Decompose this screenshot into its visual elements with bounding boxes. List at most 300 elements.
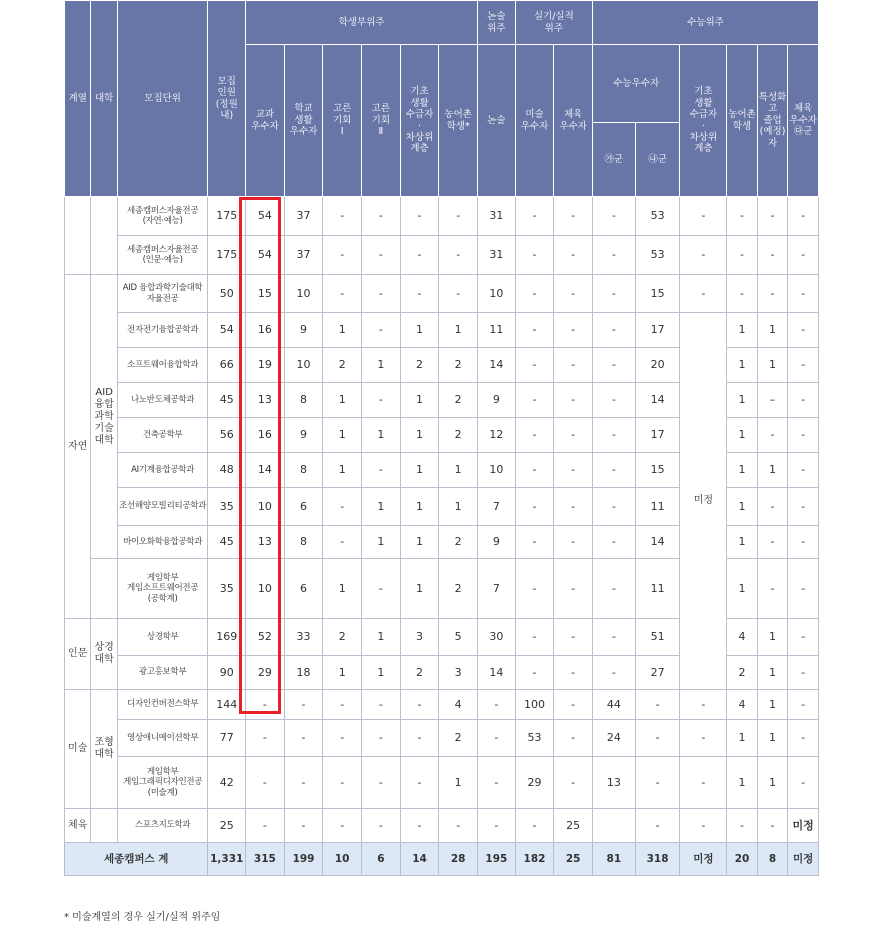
footnote: * 미술계열의 경우 실기/실적 위주임 — [64, 912, 221, 923]
total-cell: 8 — [757, 843, 788, 876]
table-row — [65, 757, 819, 809]
data-cell: - — [400, 236, 439, 275]
data-cell: - — [400, 720, 439, 757]
data-cell: 54 — [246, 236, 285, 275]
header-csat-group: 수능우수자 — [593, 45, 680, 123]
data-cell: - — [680, 720, 727, 757]
data-cell: 7 — [478, 488, 516, 526]
data-cell: - — [757, 559, 788, 619]
total-cell: 14 — [400, 843, 439, 876]
data-cell: - — [757, 197, 788, 236]
data-cell: 31 — [478, 236, 516, 275]
data-cell: 1 — [400, 526, 439, 559]
data-cell: - — [515, 236, 554, 275]
unit-name: 조선해양모빌리티공학과 — [117, 488, 208, 526]
data-cell: - — [554, 619, 593, 656]
data-cell: - — [554, 453, 593, 488]
total-cell: 195 — [478, 843, 516, 876]
header-gyeyeol: 계열 — [65, 1, 91, 197]
daehak-cell — [91, 197, 117, 275]
data-cell: - — [515, 383, 554, 418]
data-cell: 52 — [246, 619, 285, 656]
data-cell: - — [635, 690, 680, 720]
data-cell: 2 — [439, 348, 478, 383]
data-cell: 11 — [635, 559, 680, 619]
data-cell: 3 — [439, 656, 478, 690]
data-cell: - — [757, 809, 788, 843]
data-cell: - — [515, 197, 554, 236]
header-art: 미술 우수자 — [515, 45, 554, 197]
data-cell: - — [788, 690, 819, 720]
data-cell: - — [362, 453, 401, 488]
data-cell: - — [284, 690, 323, 720]
data-cell: 1 — [727, 488, 758, 526]
data-cell: - — [246, 690, 285, 720]
data-cell: - — [554, 526, 593, 559]
data-cell: - — [554, 757, 593, 809]
data-cell: - — [727, 809, 758, 843]
data-cell: 1 — [323, 559, 362, 619]
data-cell: - — [439, 236, 478, 275]
data-cell: 10 — [284, 275, 323, 313]
data-cell: - — [439, 197, 478, 236]
data-cell: 24 — [593, 720, 636, 757]
data-cell: 1 — [727, 313, 758, 348]
data-cell: 50 — [208, 275, 246, 313]
data-cell: - — [362, 757, 401, 809]
data-cell: 4 — [727, 690, 758, 720]
data-cell: 53 — [515, 720, 554, 757]
data-cell: 15 — [635, 453, 680, 488]
data-cell: - — [788, 197, 819, 236]
header-basic-csat: 기초 생활 수급자 · 차상위 계층 — [680, 45, 727, 197]
mijeong-merged: 미정 — [680, 313, 727, 690]
data-cell: - — [593, 559, 636, 619]
data-cell: 37 — [284, 236, 323, 275]
data-cell: 45 — [208, 526, 246, 559]
data-cell: - — [323, 720, 362, 757]
data-cell: - — [635, 809, 680, 843]
data-cell: 144 — [208, 690, 246, 720]
data-cell: - — [593, 418, 636, 453]
data-cell: - — [515, 809, 554, 843]
data-cell: 3 — [400, 619, 439, 656]
data-cell: 1 — [727, 383, 758, 418]
data-cell: 30 — [478, 619, 516, 656]
header-group-school-record: 학생부위주 — [246, 1, 478, 45]
data-cell: 1 — [757, 348, 788, 383]
data-cell: - — [246, 757, 285, 809]
data-cell: - — [554, 275, 593, 313]
data-cell: 9 — [478, 383, 516, 418]
daehak-cell: AID 융합 과학 기술 대학 — [91, 275, 117, 559]
data-cell: 54 — [208, 313, 246, 348]
data-cell: 1 — [757, 757, 788, 809]
data-cell: 11 — [635, 488, 680, 526]
header-group-practical: 실기/실적 위주 — [515, 1, 592, 45]
data-cell: - — [593, 383, 636, 418]
data-cell: - — [362, 275, 401, 313]
table-row — [65, 690, 819, 720]
data-cell: - — [757, 526, 788, 559]
header-special-hs: 특성화 고 졸업 (예정) 자 — [757, 45, 788, 197]
data-cell: - — [554, 690, 593, 720]
data-cell: - — [400, 197, 439, 236]
data-cell: 175 — [208, 236, 246, 275]
data-cell: - — [362, 313, 401, 348]
data-cell: - — [593, 488, 636, 526]
data-cell: - — [788, 619, 819, 656]
data-cell: - — [323, 757, 362, 809]
unit-name: 건축공학부 — [117, 418, 208, 453]
data-cell: 4 — [727, 619, 758, 656]
data-cell: 1 — [757, 656, 788, 690]
data-cell: 1 — [727, 720, 758, 757]
data-cell: 8 — [284, 453, 323, 488]
data-cell: 1 — [362, 348, 401, 383]
data-cell: - — [788, 488, 819, 526]
data-cell: 1 — [727, 757, 758, 809]
data-cell: - — [680, 236, 727, 275]
data-cell: - — [362, 690, 401, 720]
data-cell: 42 — [208, 757, 246, 809]
data-cell: - — [515, 656, 554, 690]
data-cell: 1 — [400, 383, 439, 418]
data-cell: 10 — [478, 453, 516, 488]
data-cell: 44 — [593, 690, 636, 720]
data-cell: 77 — [208, 720, 246, 757]
data-cell: 5 — [439, 619, 478, 656]
data-cell: 1 — [727, 526, 758, 559]
data-cell: - — [554, 348, 593, 383]
data-cell: 14 — [246, 453, 285, 488]
data-cell: 33 — [284, 619, 323, 656]
header-equal-2: 고른 기회 Ⅱ — [362, 45, 401, 197]
data-cell: - — [323, 690, 362, 720]
data-cell: 6 — [284, 559, 323, 619]
unit-name: 바이오화학융합공학과 — [117, 526, 208, 559]
data-cell: 1 — [727, 348, 758, 383]
data-cell: 14 — [635, 526, 680, 559]
data-cell: - — [593, 275, 636, 313]
unit-name: 세종캠퍼스자율전공 (인문·예능) — [117, 236, 208, 275]
data-cell: - — [727, 236, 758, 275]
data-cell: 2 — [439, 418, 478, 453]
data-cell: 19 — [246, 348, 285, 383]
data-cell: 1 — [439, 313, 478, 348]
data-cell: - — [362, 383, 401, 418]
total-cell: 25 — [554, 843, 593, 876]
data-cell: 13 — [593, 757, 636, 809]
data-cell: - — [788, 656, 819, 690]
data-cell: 1 — [727, 453, 758, 488]
daehak-cell — [91, 559, 117, 619]
data-cell: - — [680, 197, 727, 236]
data-cell: 10 — [246, 559, 285, 619]
table-row — [65, 197, 819, 236]
data-cell: - — [478, 809, 516, 843]
data-cell: 37 — [284, 197, 323, 236]
data-cell: - — [323, 197, 362, 236]
table-row — [65, 720, 819, 757]
data-cell: - — [323, 236, 362, 275]
data-cell: - — [478, 757, 516, 809]
total-cell: 6 — [362, 843, 401, 876]
unit-name: 게임학부 게임소프트웨어전공 (공학계) — [117, 559, 208, 619]
data-cell: 1 — [362, 488, 401, 526]
data-cell — [593, 809, 636, 843]
header-school-life: 학교 생활 우수자 — [284, 45, 323, 197]
data-cell: - — [788, 757, 819, 809]
total-cell: 81 — [593, 843, 636, 876]
data-cell: - — [554, 559, 593, 619]
data-cell: 53 — [635, 236, 680, 275]
data-cell: 1 — [362, 619, 401, 656]
data-cell: - — [362, 720, 401, 757]
table-body — [65, 197, 819, 876]
data-cell: - — [593, 453, 636, 488]
data-cell: - — [554, 488, 593, 526]
data-cell: - — [757, 236, 788, 275]
data-cell: 2 — [400, 348, 439, 383]
header-mojip-danwi: 모집단위 — [117, 1, 208, 197]
gyeyeol-cell — [65, 197, 91, 275]
data-cell: 13 — [246, 383, 285, 418]
gyeyeol-cell: 자연 — [65, 275, 91, 619]
data-cell: - — [593, 526, 636, 559]
data-cell: 1 — [439, 453, 478, 488]
data-cell: - — [554, 656, 593, 690]
data-cell: 16 — [246, 418, 285, 453]
data-cell: - — [515, 453, 554, 488]
table-row — [65, 275, 819, 313]
data-cell: 29 — [246, 656, 285, 690]
data-cell: 8 — [284, 383, 323, 418]
data-cell: 1 — [757, 619, 788, 656]
data-cell: 12 — [478, 418, 516, 453]
data-cell: 14 — [478, 348, 516, 383]
total-cell: 318 — [635, 843, 680, 876]
data-cell: 2 — [323, 348, 362, 383]
admissions-table — [64, 0, 819, 876]
data-cell: 4 — [439, 690, 478, 720]
data-cell: 56 — [208, 418, 246, 453]
data-cell: 6 — [284, 488, 323, 526]
data-cell: 29 — [515, 757, 554, 809]
data-cell: 13 — [246, 526, 285, 559]
unit-name: 스포츠지도학과 — [117, 809, 208, 843]
data-cell: - — [788, 348, 819, 383]
data-cell: - — [788, 383, 819, 418]
daehak-cell — [91, 809, 117, 843]
total-cell: 미정 — [680, 843, 727, 876]
data-cell: 31 — [478, 197, 516, 236]
data-cell: - — [515, 619, 554, 656]
data-cell: 54 — [246, 197, 285, 236]
data-cell: - — [515, 275, 554, 313]
data-cell: - — [757, 275, 788, 313]
data-cell: - — [788, 559, 819, 619]
unit-name: 상경학부 — [117, 619, 208, 656]
data-cell: - — [593, 197, 636, 236]
data-cell: 15 — [635, 275, 680, 313]
unit-name: 영상애니메이션학부 — [117, 720, 208, 757]
data-cell: 1 — [727, 418, 758, 453]
data-cell: - — [593, 348, 636, 383]
data-cell: 15 — [246, 275, 285, 313]
header-group-csat: 수능위주 — [593, 1, 819, 45]
data-cell: - — [788, 313, 819, 348]
data-cell: 1 — [362, 418, 401, 453]
data-cell: 2 — [439, 526, 478, 559]
data-cell: - — [515, 526, 554, 559]
total-cell: 1,331 — [208, 843, 246, 876]
data-cell: 1 — [323, 656, 362, 690]
data-cell: - — [439, 275, 478, 313]
data-cell: 1 — [362, 526, 401, 559]
data-cell: - — [554, 383, 593, 418]
data-cell: - — [593, 236, 636, 275]
data-cell: - — [515, 348, 554, 383]
total-row — [65, 843, 819, 876]
data-cell: - — [400, 809, 439, 843]
data-cell: - — [515, 488, 554, 526]
data-cell: - — [439, 809, 478, 843]
data-cell: 14 — [635, 383, 680, 418]
header-rural-school: 농어촌 학생* — [439, 45, 478, 197]
data-cell: 10 — [246, 488, 285, 526]
total-cell: 10 — [323, 843, 362, 876]
data-cell: 100 — [515, 690, 554, 720]
data-cell: 20 — [635, 348, 680, 383]
header-na: ㉯군 — [635, 123, 680, 197]
data-cell: 35 — [208, 559, 246, 619]
data-cell: - — [400, 275, 439, 313]
data-cell: 66 — [208, 348, 246, 383]
data-cell: 90 — [208, 656, 246, 690]
data-cell: - — [284, 809, 323, 843]
data-cell: 45 — [208, 383, 246, 418]
gyeyeol-cell: 미술 — [65, 690, 91, 809]
data-cell: - — [727, 197, 758, 236]
unit-name: 전자전기융합공학과 — [117, 313, 208, 348]
data-cell: 9 — [284, 418, 323, 453]
data-cell: 1 — [757, 720, 788, 757]
data-cell: - — [515, 418, 554, 453]
total-label: 세종캠퍼스 계 — [65, 843, 208, 876]
data-cell: - — [788, 453, 819, 488]
table-row — [65, 809, 819, 843]
data-cell: - — [757, 418, 788, 453]
header-essay: 논술 — [478, 45, 516, 197]
data-cell: 1 — [400, 453, 439, 488]
data-cell: 1 — [323, 418, 362, 453]
data-cell: 1 — [362, 656, 401, 690]
data-cell: - — [362, 236, 401, 275]
data-cell: 1 — [400, 488, 439, 526]
data-cell: - — [554, 418, 593, 453]
header-basic-school: 기초 생활 수급자 · 차상위 계층 — [400, 45, 439, 197]
data-cell: - — [515, 559, 554, 619]
data-cell: - — [635, 720, 680, 757]
unit-name: 나노반도체공학과 — [117, 383, 208, 418]
unit-name: 소프트웨어융합학과 — [117, 348, 208, 383]
data-cell: 1 — [757, 453, 788, 488]
data-cell: - — [788, 526, 819, 559]
unit-name: 광고홍보학부 — [117, 656, 208, 690]
header-daehak: 대학 — [91, 1, 117, 197]
data-cell: - — [554, 720, 593, 757]
data-cell: 1 — [323, 453, 362, 488]
data-cell: - — [284, 757, 323, 809]
data-cell: 2 — [439, 720, 478, 757]
data-cell: - — [554, 197, 593, 236]
data-cell: 48 — [208, 453, 246, 488]
data-cell: 11 — [478, 313, 516, 348]
total-cell: 미정 — [788, 843, 819, 876]
data-cell: - — [515, 313, 554, 348]
data-cell: 2 — [323, 619, 362, 656]
header-gyogwa: 교과 우수자 — [246, 45, 285, 197]
data-cell: 2 — [439, 559, 478, 619]
data-cell: 1 — [323, 383, 362, 418]
data-cell: 17 — [635, 313, 680, 348]
data-cell: 1 — [400, 559, 439, 619]
table-row — [65, 313, 819, 348]
table-row — [65, 236, 819, 275]
data-cell: - — [788, 236, 819, 275]
data-cell: - — [323, 809, 362, 843]
data-cell: - — [727, 275, 758, 313]
data-cell: - — [554, 313, 593, 348]
data-cell: - — [593, 619, 636, 656]
data-cell: - — [554, 236, 593, 275]
daehak-cell: 상경 대학 — [91, 619, 117, 690]
data-cell: - — [680, 690, 727, 720]
data-cell: 1 — [727, 559, 758, 619]
data-cell: 25 — [554, 809, 593, 843]
data-cell: 1 — [439, 757, 478, 809]
data-cell: 27 — [635, 656, 680, 690]
data-cell: 미정 — [788, 809, 819, 843]
data-cell: - — [246, 809, 285, 843]
data-cell: 2 — [439, 383, 478, 418]
data-cell: - — [362, 809, 401, 843]
data-cell: 1 — [757, 690, 788, 720]
data-cell: - — [478, 720, 516, 757]
data-cell: 35 — [208, 488, 246, 526]
data-cell: 53 — [635, 197, 680, 236]
total-cell: 20 — [727, 843, 758, 876]
data-cell: - — [788, 720, 819, 757]
data-cell: - — [400, 757, 439, 809]
data-cell: - — [323, 275, 362, 313]
data-cell: - — [323, 488, 362, 526]
data-cell: - — [362, 197, 401, 236]
header-ga: ㉮군 — [593, 123, 636, 197]
data-cell: 2 — [727, 656, 758, 690]
header-sports-csat: 체육 우수자 ㉰군 — [788, 45, 819, 197]
total-cell: 28 — [439, 843, 478, 876]
data-cell: - — [680, 809, 727, 843]
header-mojip-inwon: 모집 인원 (정원내) — [208, 1, 246, 197]
data-cell: 1 — [323, 313, 362, 348]
data-cell: - — [680, 757, 727, 809]
header-equal-1: 고른 기회 Ⅰ — [323, 45, 362, 197]
data-cell: 18 — [284, 656, 323, 690]
data-cell: 1 — [439, 488, 478, 526]
unit-name: 게임학부 게임그래픽디자인전공 (미술계) — [117, 757, 208, 809]
